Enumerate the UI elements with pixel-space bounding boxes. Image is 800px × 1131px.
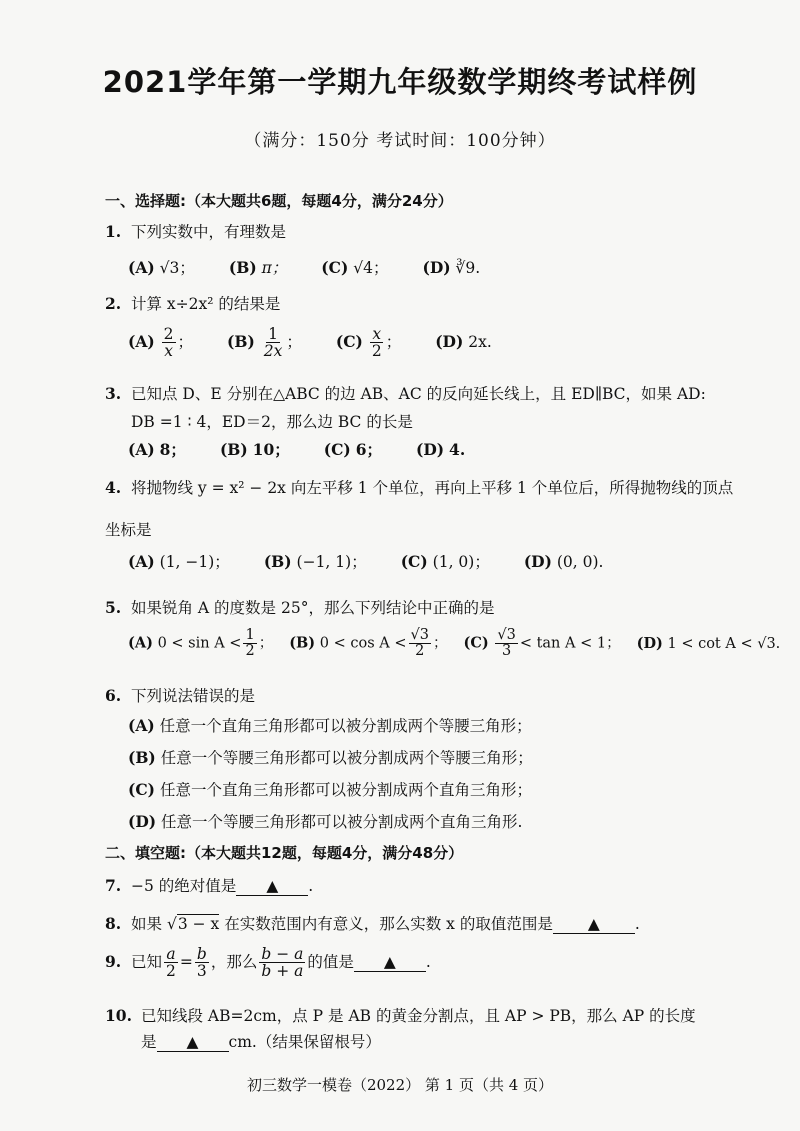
question-9: 9. 已知 $\frac{a}{2}$ = $\frac{b}{3}$ ，那么 $\frac{b - a}{b + a}$ 的值是 ▲ . xyxy=(105,945,431,981)
fraction: $\frac{1}{2x}$ xyxy=(263,325,283,361)
question-number: 2. xyxy=(105,294,122,313)
option-d: (D) 4. xyxy=(415,440,466,459)
question-4 xyxy=(105,476,733,498)
question-text: 如果锐角 A 的度数是 25°，那么下列结论中正确的是 xyxy=(131,599,495,617)
question-text: −5 的绝对值是 xyxy=(131,877,237,895)
section-heading-fill: 二、填空题:（本大题共12题，每题4分，满分48分） xyxy=(105,844,464,862)
fraction: $\frac{b}{3}$ xyxy=(196,945,207,981)
radical: 3 − x xyxy=(177,915,220,933)
question-1 xyxy=(105,220,286,242)
option-c: (C) $\frac{x}{2}$ ； xyxy=(335,325,402,361)
question-3-text-cont: DB =1 ∶ 4，ED＝2，那么边 BC 的长是 xyxy=(131,413,413,431)
fraction: $\frac{a}{2}$ xyxy=(166,945,176,981)
question-7: 7. −5 的绝对值是 ▲ . xyxy=(105,876,314,895)
question-number: 8. xyxy=(105,914,122,933)
fraction: $\frac{2}{x}$ xyxy=(163,325,174,361)
question-5-options xyxy=(128,628,780,659)
fraction: $\frac{√3}{3}$ xyxy=(497,627,516,660)
section-heading-choice: 一、选择题:（本大题共6题，每题4分，满分24分） xyxy=(105,192,453,210)
question-text: 已知点 D、E 分别在△ABC 的边 AB、AC 的反向延长线上，且 ED∥BC，如果 AD: xyxy=(131,385,706,403)
option-a: (A) √3； xyxy=(128,258,195,277)
question-1-options xyxy=(128,256,514,278)
question-5 xyxy=(105,596,494,618)
answer-blank[interactable]: ▲ xyxy=(553,915,635,934)
page-title: 2021学年第一学期九年级数学期终考试样例 xyxy=(102,65,698,99)
question-text: 计算 x÷2x² 的结果是 xyxy=(131,295,281,313)
question-10-text-cont: 是 ▲ cm.（结果保留根号） xyxy=(141,1033,381,1051)
question-3-options xyxy=(128,438,499,460)
question-6-option-a: (A) 任意一个直角三角形都可以被分割成两个等腰三角形； xyxy=(128,716,532,735)
question-text: 的值是 xyxy=(307,952,354,971)
question-8: 8. 如果 √3 − x 在实数范围内有意义，那么实数 x 的取值范围是 ▲ . xyxy=(105,914,640,933)
option-b: (B) 0 < cos A < $\frac{√3}{2}$ ； xyxy=(289,627,448,660)
question-number: 1. xyxy=(105,222,122,241)
option-a: (A) $\frac{2}{x}$ ； xyxy=(128,325,194,361)
page-footer: 初三数学一模卷（2022） 第 1 页（共 4 页） xyxy=(246,1076,554,1094)
option-a: (A) (1, −1)； xyxy=(128,552,230,571)
question-10 xyxy=(105,1004,696,1026)
question-text: 下列说法错误的是 xyxy=(131,687,256,705)
question-4-text-cont: 坐标是 xyxy=(105,521,152,539)
fraction: $\frac{x}{2}$ xyxy=(371,325,382,361)
question-number: 3. xyxy=(105,384,122,403)
fraction: $\frac{1}{2}$ xyxy=(245,627,255,660)
option-a: (A) 8； xyxy=(128,440,186,459)
question-text: 下列实数中，有理数是 xyxy=(131,223,287,241)
option-a: (A) 0 < sin A < $\frac{1}{2}$ ； xyxy=(128,627,274,660)
answer-blank[interactable]: ▲ xyxy=(157,1033,229,1052)
answer-blank[interactable]: ▲ xyxy=(236,877,308,896)
question-6-option-b: (B) 任意一个等腰三角形都可以被分割成两个等腰三角形； xyxy=(128,748,533,767)
option-b: (B) π； xyxy=(228,258,288,277)
question-text: 在实数范围内有意义，那么实数 x 的取值范围是 xyxy=(224,915,553,933)
option-d: (D) (0, 0). xyxy=(523,552,604,571)
option-d: (D) 2x. xyxy=(435,331,492,351)
option-c: (C) (1, 0)； xyxy=(400,552,490,571)
question-text: 将抛物线 y = x² − 2x 向左平移 1 个单位，再向上平移 1 个单位后，所得抛物线的顶点 xyxy=(131,479,734,497)
question-number: 7. xyxy=(105,876,122,895)
question-text: 已知线段 AB=2cm，点 P 是 AB 的黄金分割点，且 AP > PB，那么 AP 的长度 xyxy=(141,1007,696,1025)
page-subtitle: （满分：150分 考试时间：100分钟） xyxy=(244,131,556,151)
answer-blank[interactable]: ▲ xyxy=(354,953,426,972)
question-6-option-c: (C) 任意一个直角三角形都可以被分割成两个直角三角形； xyxy=(128,780,532,799)
option-c: (C) $\frac{√3}{3}$ < tan A < 1； xyxy=(463,627,621,660)
question-2-options xyxy=(128,326,526,360)
question-6-option-d: (D) 任意一个等腰三角形都可以被分割成两个直角三角形. xyxy=(128,812,523,831)
question-6 xyxy=(105,684,255,706)
question-number: 6. xyxy=(105,686,122,705)
fraction: $\frac{b - a}{b + a}$ xyxy=(261,945,304,981)
option-d: (D) 1 < cot A < √3. xyxy=(636,634,781,652)
question-number: 9. xyxy=(105,951,122,971)
question-number: 5. xyxy=(105,598,122,617)
question-4-options xyxy=(128,550,637,572)
option-b: (B) (−1, 1)； xyxy=(263,552,367,571)
option-b: (B) 10； xyxy=(219,440,290,459)
question-3 xyxy=(105,382,706,404)
question-number: 4. xyxy=(105,478,122,497)
question-number: 10. xyxy=(105,1006,132,1025)
option-d: (D) ∛9. xyxy=(422,258,481,277)
option-c: (C) 6； xyxy=(323,440,382,459)
question-2 xyxy=(105,292,280,314)
option-b: (B) $\frac{1}{2x}$ ； xyxy=(227,325,302,361)
option-c: (C) √4； xyxy=(321,258,389,277)
fraction: $\frac{√3}{2}$ xyxy=(410,627,429,660)
